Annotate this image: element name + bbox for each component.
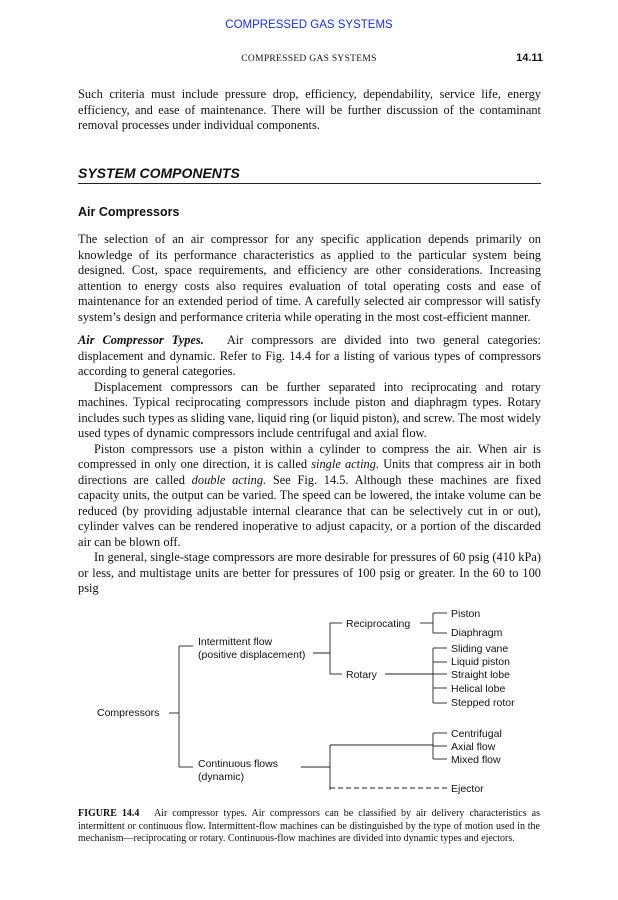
diagram-liquid-piston: Liquid piston xyxy=(451,656,510,668)
types-runin-heading: Air Compressor Types. xyxy=(78,333,204,347)
diagram-diaphragm: Diaphragm xyxy=(451,627,503,639)
diagram-intermittent-line2: (positive displacement) xyxy=(198,649,306,661)
caption-label: FIGURE 14.4 xyxy=(78,808,140,819)
general-paragraph: In general, single-stage compressors are more desirable for pressures of 60 psig (410 kPa) or less, and multistage units are better for pressures of 100 psig or greater. In the 60 to 100 psig xyxy=(78,550,541,595)
diagram-root-label: Compressors xyxy=(97,707,160,719)
site-header: COMPRESSED GAS SYSTEMS xyxy=(225,19,393,31)
diagram-ejector: Ejector xyxy=(451,783,484,795)
piston-text-1: Piston compressors use a piston within a cylinder to compress the air. When air is compressed in only one direction, it is called xyxy=(78,441,541,471)
diagram-reciprocating: Reciprocating xyxy=(346,618,411,630)
types-paragraph xyxy=(78,333,541,380)
diagram-piston: Piston xyxy=(451,608,481,620)
piston-paragraph xyxy=(78,442,541,551)
piston-text-3: See Fig. 14.5. Although these machines are fixed capacity units, the output can be varied. The speed can be lowered, the intake volume can be reduced (by providing adjustable internal clearance that can be selectively cut in or out), cylinder valves can be rendered inoperative to adjust capacity, or a portion of the discarded air can be blown off. xyxy=(78,472,542,549)
intro-paragraph xyxy=(78,87,541,134)
figure-caption xyxy=(78,808,540,846)
subsection-title: Air Compressors xyxy=(78,205,180,219)
diagram-continuous-line2: (dynamic) xyxy=(198,771,245,783)
diagram-centrifugal: Centrifugal xyxy=(451,728,502,740)
term-single-acting: single acting. xyxy=(311,457,380,471)
diagram-intermittent-line1: Intermittent flow xyxy=(198,636,273,648)
selection-text: The selection of an air compressor for any specific application depends primarily on knowledge of its performance characteristics as applied to the particular system being designed. Cost, space requirements, and efficiency are other considerations. Increasing attention to energy costs also requires evaluation of total operating costs and ease of maintenance for an extended period of time. A carefully selected air compressor will satisfy system’s design and performance criteria while operating in the most cost-efficient manner. xyxy=(78,232,541,324)
caption-text: Air compressor types. Air compressors can be classified by air delivery characteristics as intermittent or continuous flow. Intermittent-flow machines can be distinguished by the type of motion used in the mechanism—reciprocating or rotary. Continuous-flow machines are divided into dynamic types and ejectors. xyxy=(78,808,540,845)
diagram-stepped-rotor: Stepped rotor xyxy=(451,697,515,709)
diagram-sliding-vane: Sliding vane xyxy=(451,643,509,655)
section-rule xyxy=(78,183,541,184)
diagram-continuous-line1: Continuous flows xyxy=(198,758,278,770)
diagram-helical-lobe: Helical lobe xyxy=(451,683,506,695)
types-block xyxy=(78,333,541,597)
term-double-acting: double acting. xyxy=(191,472,267,487)
compressor-types-diagram xyxy=(0,595,618,810)
types-runin-text: Air compressors are divided into two general categories: displacement and dynamic. Refer to Fig. 14.4 for a listing of various types of compressors according to general categories. xyxy=(78,333,542,378)
page-number: 14.11 xyxy=(516,52,543,64)
diagram-straight-lobe: Straight lobe xyxy=(451,669,510,681)
diagram-mixed-flow: Mixed flow xyxy=(451,754,501,766)
running-head: COMPRESSED GAS SYSTEMS xyxy=(241,54,377,64)
section-title: SYSTEM COMPONENTS xyxy=(78,165,240,181)
displacement-paragraph: Displacement compressors can be further separated into reciprocating and rotary machines. Typical reciprocating compressors include piston and diaphragm types. Rotary includes such types as sliding vane, liquid ring (or liquid piston), and screw. The most widely used types of dynamic compressors include centrifugal and axial flow. xyxy=(78,379,541,440)
piston-text-2: Units that compress air in both directions are called xyxy=(78,457,541,487)
diagram-axial-flow: Axial flow xyxy=(451,741,496,753)
selection-paragraph xyxy=(78,232,541,325)
diagram-rotary: Rotary xyxy=(346,669,377,681)
intro-text: Such criteria must include pressure drop, efficiency, dependability, service life, energy efficiency, and ease of maintenance. There will be further discussion of the contaminant removal processes under individual components. xyxy=(78,87,541,132)
